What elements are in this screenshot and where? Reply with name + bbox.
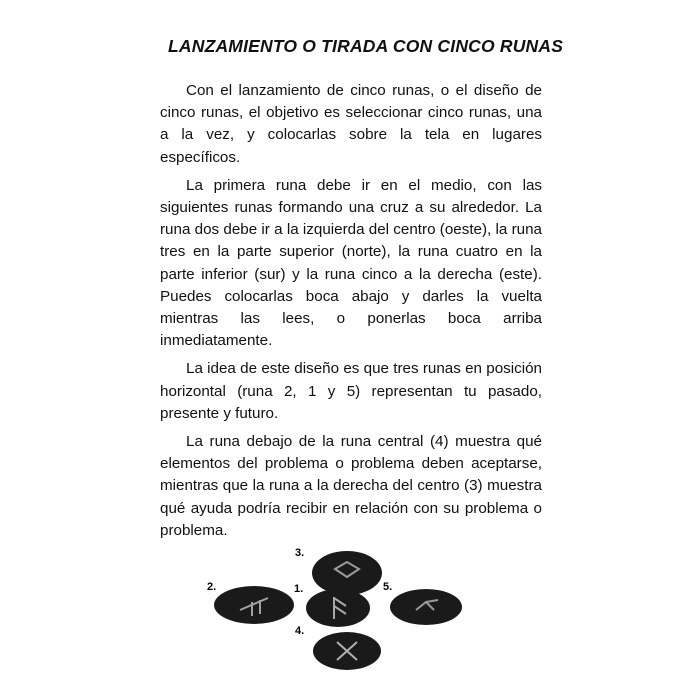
rune-label-3: 3. (295, 547, 305, 559)
rune-stone-5 (390, 589, 462, 625)
rune-label-1: 1. (294, 583, 304, 595)
document-title: LANZAMIENTO O TIRADA CON CINCO RUNAS (168, 36, 564, 56)
rune-label-5: 5. (383, 581, 393, 593)
paragraph-2: La primera runa debe ir en el medio, con las siguientes runas formando una cruz a su alrededor. La runa dos debe ir a la izquierda del centro (oeste), la runa tres en la parte superior (norte), la runa cuatro en la parte inferior (sur) y la runa cinco a la derecha (este). Puedes colocarlas boca abajo y darles la vuelta mientras las lees, o ponerlas boca arriba inmediatamente. (160, 176, 542, 350)
paragraph-4: La runa debajo de la runa central (4) muestra qué elementos del problema o problema deben aceptarse, mientras que la runa a la derecha del centro (3) muestra qué ayuda podría recibir en relación con su problema o problema. (160, 433, 542, 539)
rune-label-4: 4. (295, 625, 305, 637)
rune-label-2: 2. (207, 581, 217, 593)
rune-stone-1 (306, 589, 370, 627)
rune-stone-2 (214, 586, 294, 624)
rune-stone-4 (313, 632, 381, 670)
paragraph-3: La idea de este diseño es que tres runas en posición horizontal (runa 2, 1 y 5) representan tu pasado, presente y futuro. (160, 360, 542, 422)
rune-cross-diagram (190, 538, 490, 698)
paragraph-1: Con el lanzamiento de cinco runas, o el diseño de cinco runas, el objetivo es seleccionar cinco runas, una a la vez, y colocarlas sobre la tela en lugares específicos. (160, 82, 542, 166)
rune-stone-3 (312, 551, 382, 595)
document-body (160, 80, 542, 548)
